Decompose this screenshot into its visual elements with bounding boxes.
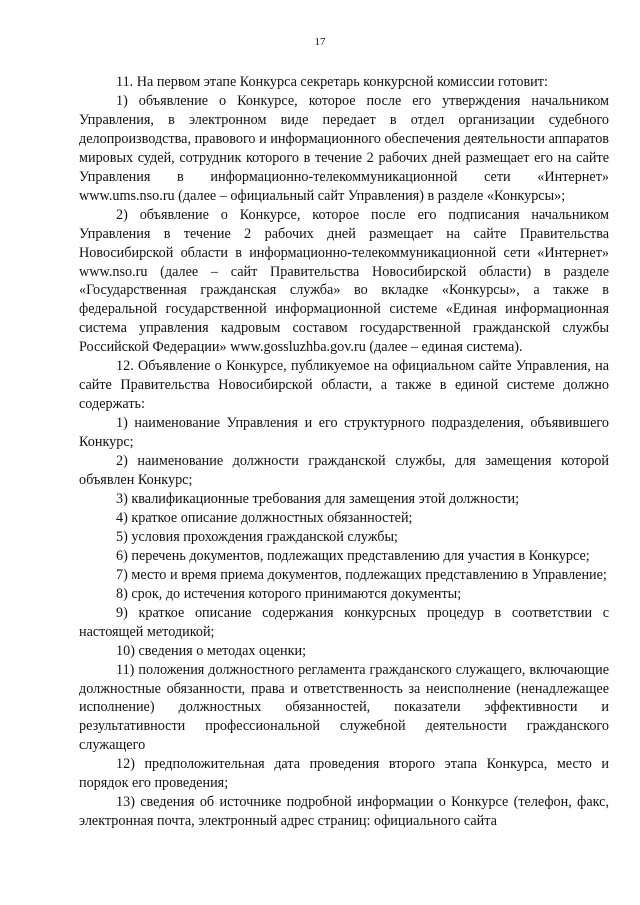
list-item: 5) условия прохождения гражданской службы; xyxy=(116,528,399,545)
page-number: 17 xyxy=(314,36,326,48)
list-item: 9) краткое описание содержания конкурсных процедур в соответствии с настоящей методикой; xyxy=(79,604,609,640)
list-item: 10) сведения о методах оценки; xyxy=(116,642,307,659)
list-item: 13) сведения об источнике подробной информации о Конкурсе (телефон, факс, электронная почта, электронный адрес страниц: официального сайта xyxy=(79,794,609,830)
list-item: 11) положения должностного регламента гражданского служащего, включающие должностные обязанности, права и ответственность за неисполнение (ненадлежащее исполнение) должностных обязанностей, показатели эффективности и результативности профессиональной служебной деятельности гражданского служащего xyxy=(79,661,609,754)
list-item: 4) краткое описание должностных обязанностей; xyxy=(116,509,413,526)
list-item: 2) наименование должности гражданской службы, для замещения которой объявлен Конкурс; xyxy=(79,453,609,489)
list-item: 3) квалификационные требования для замещения этой должности; xyxy=(116,490,520,507)
paragraph: 2) объявление о Конкурсе, которое после его подписания начальником Управления в течение 2 рабочих дней размещает на сайте Правительства Новосибирской области в информационно-телекоммуникационной сети «Интернет» www.nso.ru (далее – сайт Правительства Новосибирской области) в разделе «Государственная гражданская служба» во вкладке «Конкурсы», а также в федеральной государственной информационной системе «Единая информационная система управления кадровым составом государственной гражданской службы Российской Федерации» www.gossluzhba.gov.ru (далее – единая система). xyxy=(79,206,609,356)
list-item: 12) предположительная дата проведения второго этапа Конкурса, место и порядок его проведения; xyxy=(79,756,609,792)
paragraph: 1) объявление о Конкурсе, которое после его утверждения начальником Управления, в электронном виде передает в отдел организации судебного делопроизводства, правового и информационного обеспечения деятельности аппаратов мировых судей, сотрудник которого в течение 2 рабочих дней размещает его на сайте Управления в информационно-телекоммуникационной сети «Интернет» www.ums.nso.ru (далее – официальный сайт Управления) в разделе «Конкурсы»; xyxy=(79,92,609,204)
list-item: 8) срок, до истечения которого принимаются документы; xyxy=(116,585,462,602)
paragraph: 11. На первом этапе Конкурса секретарь конкурсной комиссии готовит: xyxy=(116,74,548,90)
list-item: 6) перечень документов, подлежащих представлению для участия в Конкурсе; xyxy=(116,547,590,564)
document-body xyxy=(79,73,609,831)
paragraph: 12. Объявление о Конкурсе, публикуемое на официальном сайте Управления, на сайте Правительства Новосибирской области, а также в единой системе должно содержать: xyxy=(79,358,609,413)
list-item: 1) наименование Управления и его структурного подразделения, объявившего Конкурс; xyxy=(79,415,609,451)
list-item: 7) место и время приема документов, подлежащих представлению в Управление; xyxy=(116,566,607,583)
